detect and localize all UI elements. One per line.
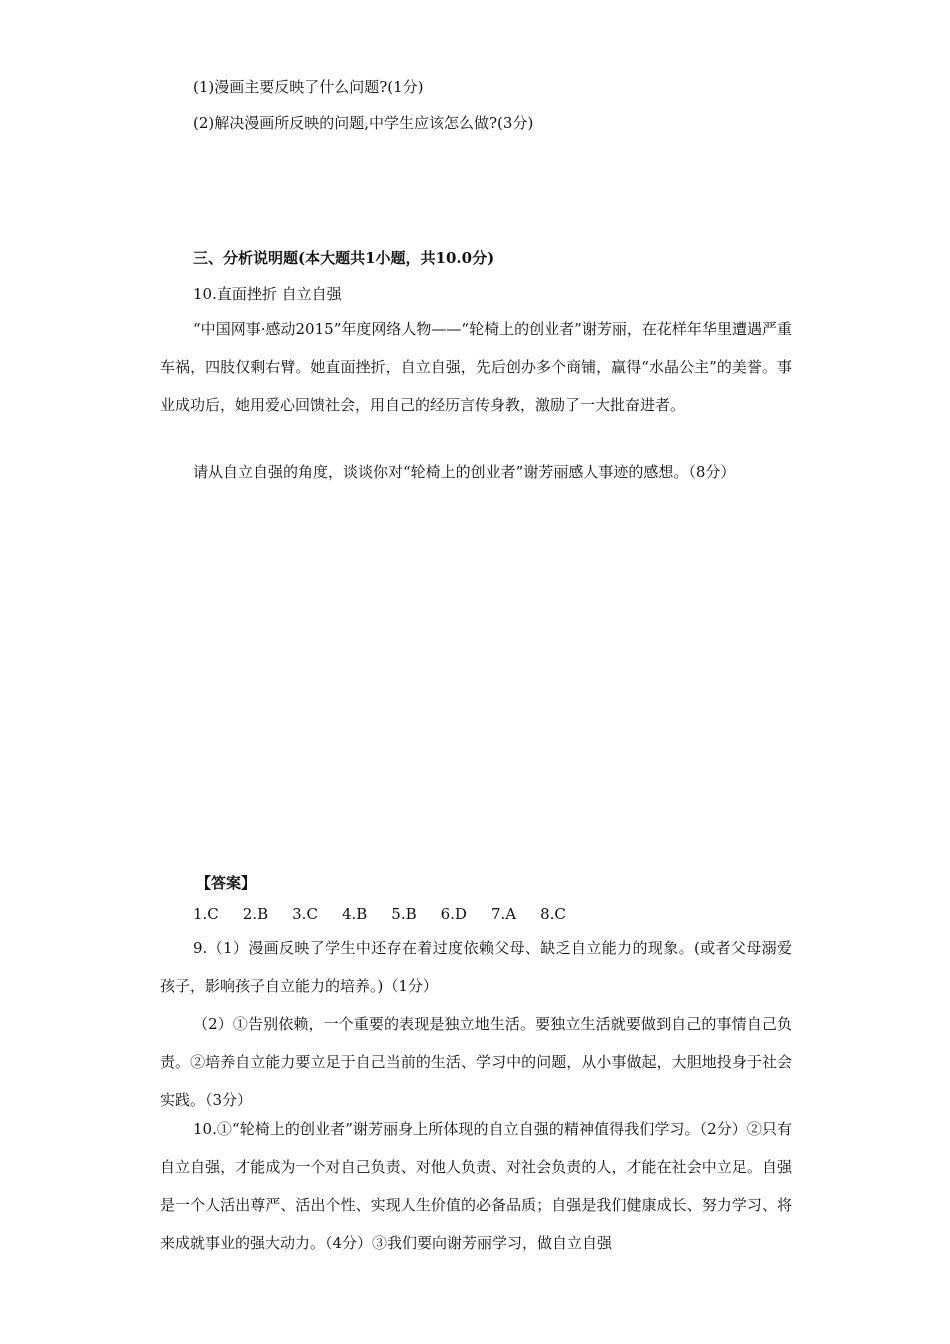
question-10-title: 10.直面挫折 自立自强 xyxy=(193,285,342,303)
choice-answer: 6.D xyxy=(440,905,467,923)
question-10-passage: “中国网事·感动2015”年度网络人物——“轮椅上的创业者”谢芳丽，在花样年华里遭遇严重车祸，四肢仅剩右臂。她直面挫折，自立自强，先后创办多个商铺，赢得“水晶公主”的美誉。事业成功后，她用爱心回馈社会，用自己的经历言传身教，激励了一大批奋进者。 xyxy=(160,320,792,414)
question-1: (1)漫画主要反映了什么问题?(1分) xyxy=(193,78,424,96)
answer-9-part-1: 9.（1）漫画反映了学生中还存在着过度依赖父母、缺乏自立能力的现象。(或者父母溺爱孩子，影响孩子自立能力的培养。)（1分） xyxy=(160,939,792,995)
section-3-heading: 三、分析说明题(本大题共1小题，共10.0分) xyxy=(193,249,495,267)
choice-answer: 1.C xyxy=(193,905,219,923)
answer-9-part-2: （2）①告别依赖，一个重要的表现是独立地生活。要独立生活就要做到自己的事情自己负责。②培养自立能力要立足于自己当前的生活、学习中的问题，从小事做起，大胆地投身于社会实践。（3分） xyxy=(160,1015,792,1109)
choice-answer: 2.B xyxy=(242,905,269,923)
choice-answer: 7.A xyxy=(490,905,517,923)
choice-answers xyxy=(193,903,590,925)
answer-10: 10.①“轮椅上的创业者”谢芳丽身上所体现的自立自强的精神值得我们学习。（2分）②只有自立自强，才能成为一个对自己负责、对他人负责、对社会负责的人，才能在社会中立足。自强是一个人活出尊严、活出个性、实现人生价值的必备品质；自强是我们健康成长、努力学习、将来成就事业的强大动力。（4分）③我们要向谢芳丽学习，做自立自强 xyxy=(160,1120,792,1252)
choice-answer: 3.C xyxy=(292,905,318,923)
choice-answer: 8.C xyxy=(540,905,566,923)
question-10-prompt: 请从自立自强的角度，谈谈你对“轮椅上的创业者”谢芳丽感人事迹的感想。（8分） xyxy=(193,463,736,481)
choice-answer: 4.B xyxy=(341,905,368,923)
answers-heading: 【答案】 xyxy=(196,874,257,892)
question-2: (2)解决漫画所反映的问题,中学生应该怎么做?(3分) xyxy=(193,114,534,132)
choice-answer: 5.B xyxy=(391,905,417,923)
